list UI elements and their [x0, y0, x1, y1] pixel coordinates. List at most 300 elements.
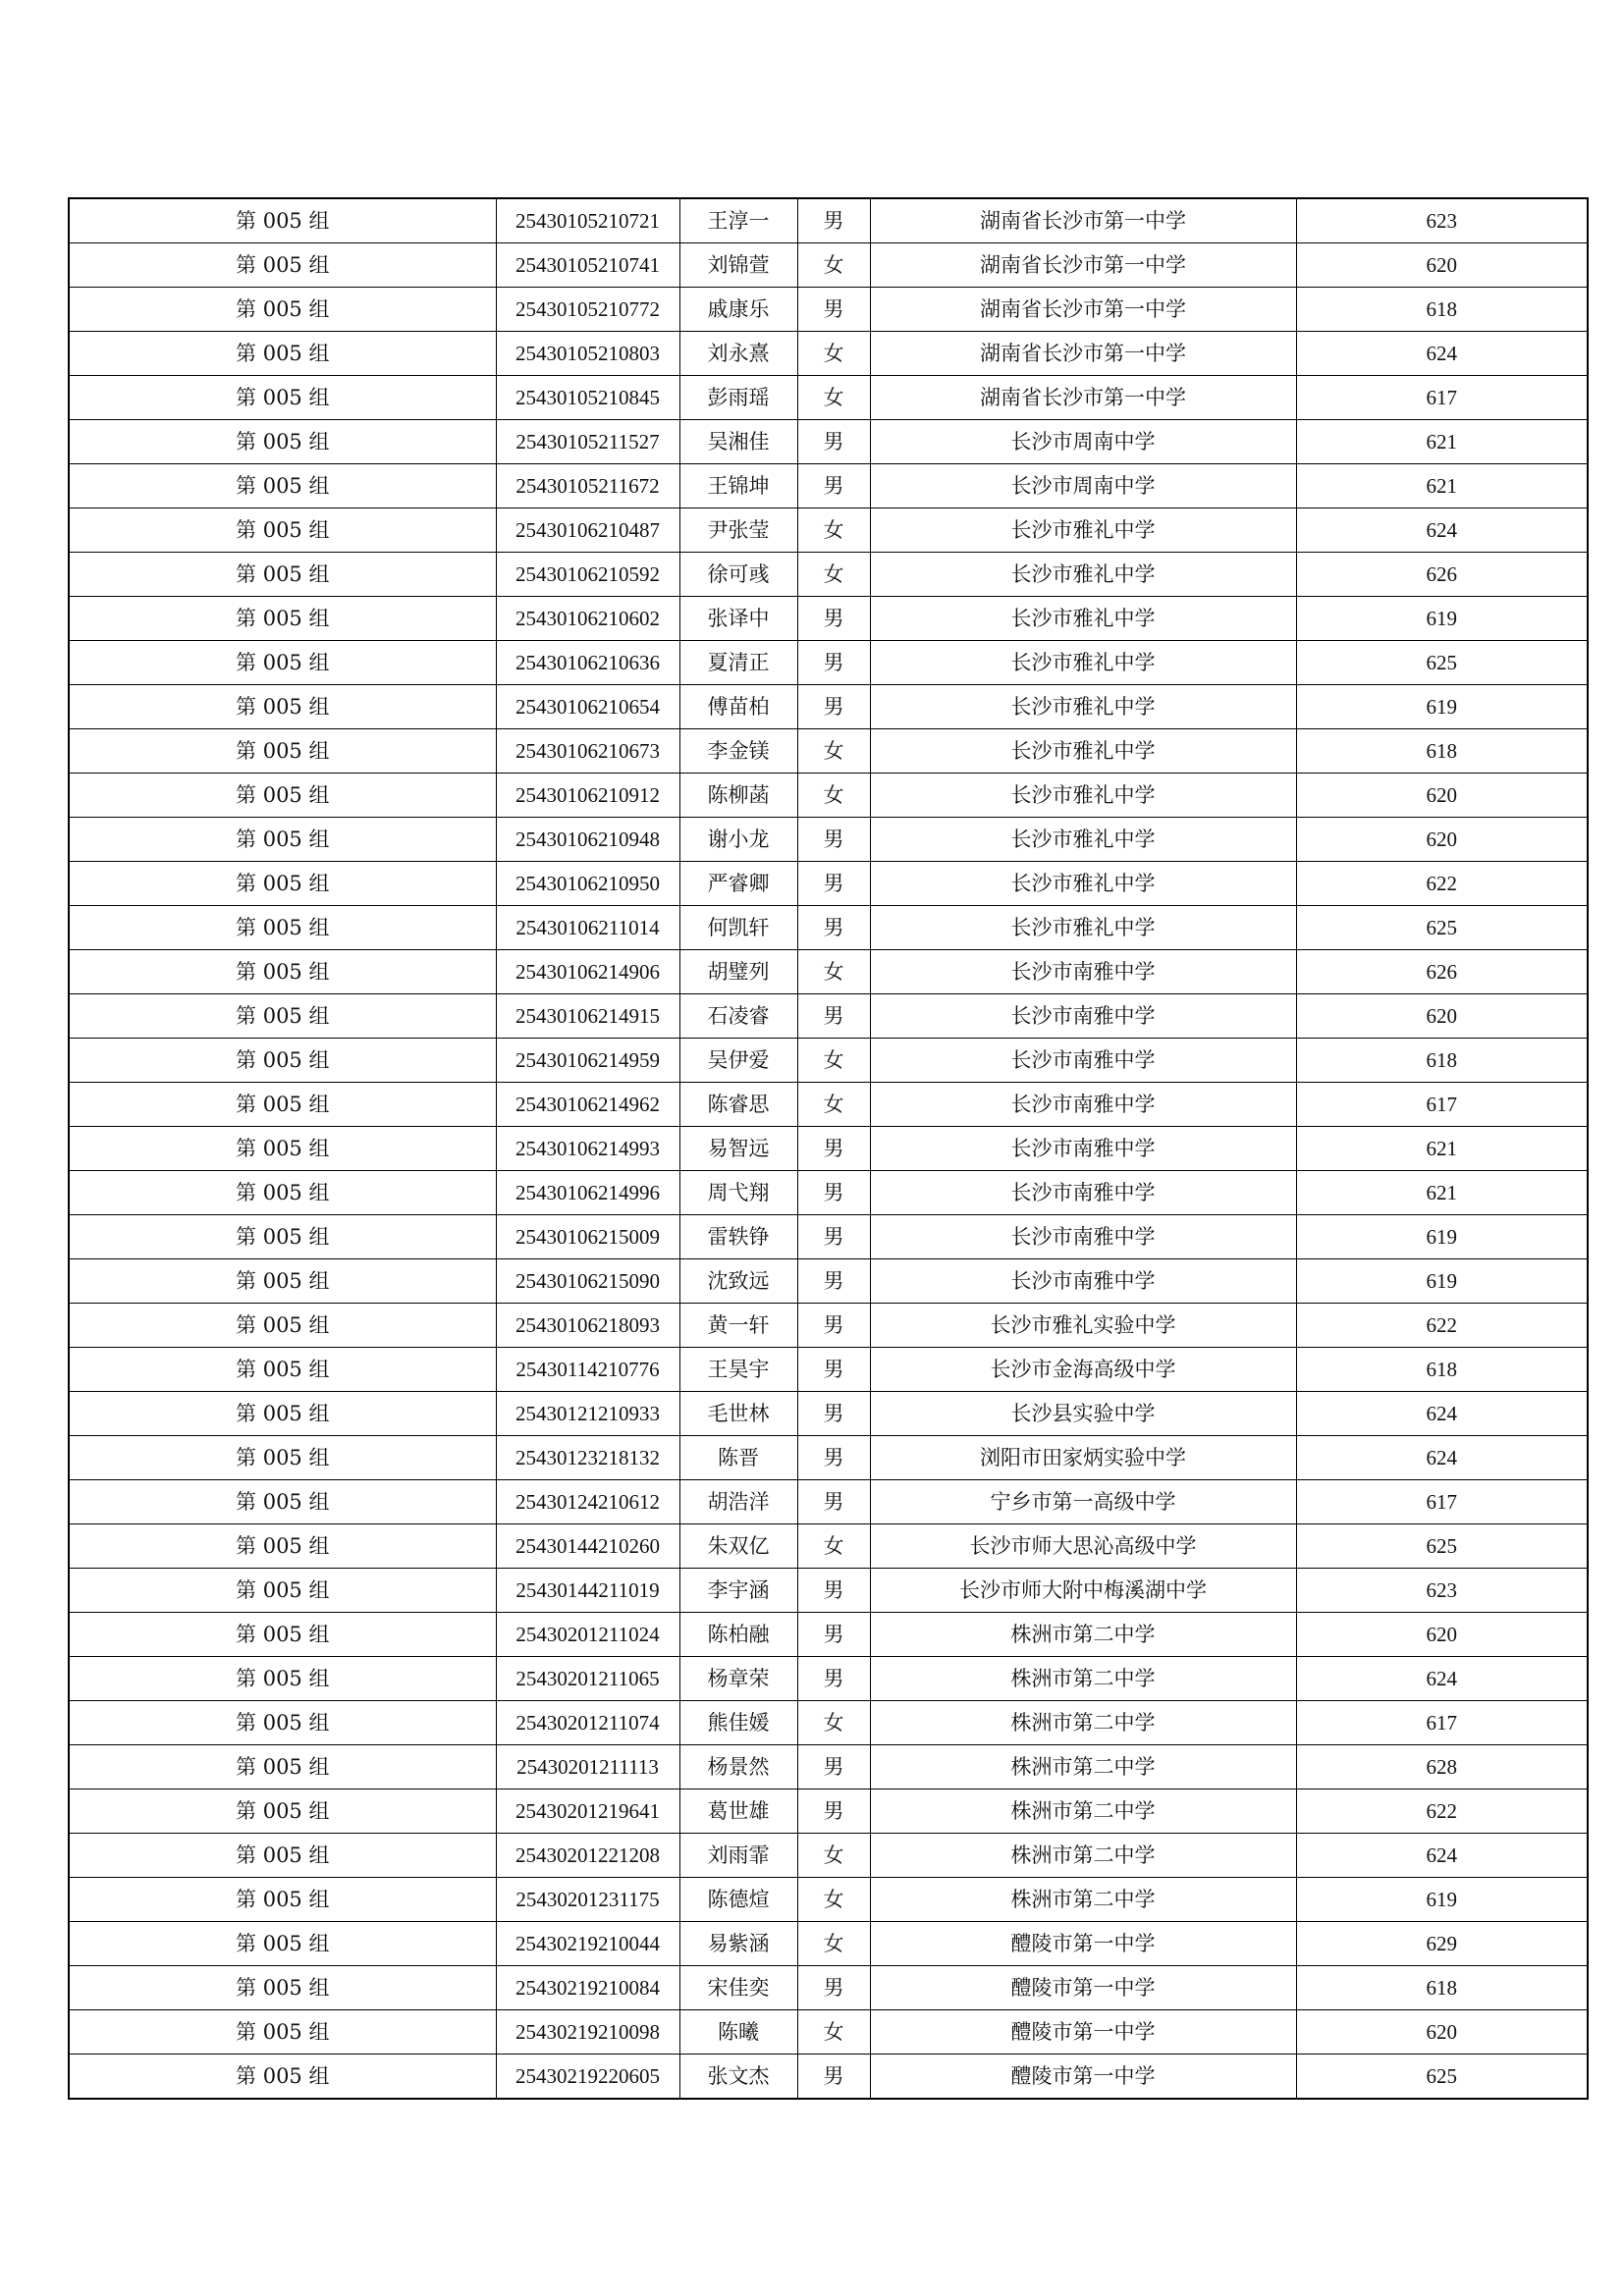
score-cell: 623: [1296, 1569, 1588, 1613]
candidate-id-cell: 25430106214962: [496, 1083, 679, 1127]
group-cell: 第 005 组: [69, 332, 496, 376]
student-name-cell: 刘锦萱: [679, 243, 797, 288]
candidate-id-cell: 25430106210912: [496, 774, 679, 818]
group-cell: 第 005 组: [69, 729, 496, 774]
gender-cell: 男: [797, 818, 870, 862]
student-name-cell: 傅苗柏: [679, 685, 797, 729]
school-cell: 长沙市南雅中学: [870, 1127, 1296, 1171]
student-name-cell: 张译中: [679, 597, 797, 641]
group-cell: 第 005 组: [69, 1039, 496, 1083]
school-cell: 长沙市南雅中学: [870, 1215, 1296, 1259]
group-cell: 第 005 组: [69, 376, 496, 420]
group-cell: 第 005 组: [69, 1922, 496, 1966]
student-name-cell: 杨景然: [679, 1745, 797, 1789]
table-row: [69, 1436, 1588, 1480]
score-cell: 618: [1296, 1966, 1588, 2010]
school-cell: 株洲市第二中学: [870, 1657, 1296, 1701]
table-row: [69, 508, 1588, 553]
student-name-cell: 陈晋: [679, 1436, 797, 1480]
score-cell: 625: [1296, 641, 1588, 685]
group-cell: 第 005 组: [69, 1745, 496, 1789]
school-cell: 长沙市南雅中学: [870, 1259, 1296, 1304]
table-row: [69, 685, 1588, 729]
school-cell: 湖南省长沙市第一中学: [870, 288, 1296, 332]
student-name-cell: 宋佳奕: [679, 1966, 797, 2010]
student-name-cell: 尹张莹: [679, 508, 797, 553]
gender-cell: 男: [797, 1569, 870, 1613]
student-name-cell: 王淳一: [679, 198, 797, 243]
student-name-cell: 易智远: [679, 1127, 797, 1171]
school-cell: 长沙市雅礼中学: [870, 906, 1296, 950]
table-row: [69, 1304, 1588, 1348]
school-cell: 长沙市南雅中学: [870, 1039, 1296, 1083]
school-cell: 湖南省长沙市第一中学: [870, 243, 1296, 288]
table-row: [69, 1613, 1588, 1657]
gender-cell: 女: [797, 1701, 870, 1745]
gender-cell: 男: [797, 597, 870, 641]
student-name-cell: 陈德煊: [679, 1878, 797, 1922]
group-cell: 第 005 组: [69, 1701, 496, 1745]
group-cell: 第 005 组: [69, 1304, 496, 1348]
candidate-id-cell: 25430114210776: [496, 1348, 679, 1392]
table-row: [69, 1480, 1588, 1524]
score-cell: 626: [1296, 950, 1588, 994]
score-cell: 618: [1296, 1348, 1588, 1392]
table-row: [69, 420, 1588, 464]
score-cell: 621: [1296, 464, 1588, 508]
gender-cell: 男: [797, 288, 870, 332]
student-name-cell: 沈致远: [679, 1259, 797, 1304]
score-cell: 618: [1296, 288, 1588, 332]
score-cell: 624: [1296, 332, 1588, 376]
score-cell: 617: [1296, 376, 1588, 420]
candidate-id-cell: 25430106210673: [496, 729, 679, 774]
group-cell: 第 005 组: [69, 1348, 496, 1392]
gender-cell: 男: [797, 1304, 870, 1348]
school-cell: 长沙市雅礼中学: [870, 553, 1296, 597]
candidate-id-cell: 25430219210044: [496, 1922, 679, 1966]
score-cell: 622: [1296, 862, 1588, 906]
candidate-id-cell: 25430123218132: [496, 1436, 679, 1480]
student-name-cell: 彭雨瑶: [679, 376, 797, 420]
table-row: [69, 1878, 1588, 1922]
school-cell: 株洲市第二中学: [870, 1878, 1296, 1922]
gender-cell: 女: [797, 553, 870, 597]
candidate-id-cell: 25430105211527: [496, 420, 679, 464]
gender-cell: 男: [797, 1259, 870, 1304]
score-cell: 622: [1296, 1789, 1588, 1834]
group-cell: 第 005 组: [69, 553, 496, 597]
group-cell: 第 005 组: [69, 1789, 496, 1834]
student-name-cell: 刘永熹: [679, 332, 797, 376]
table-row: [69, 1348, 1588, 1392]
gender-cell: 女: [797, 1834, 870, 1878]
student-name-cell: 胡浩洋: [679, 1480, 797, 1524]
student-name-cell: 朱双亿: [679, 1524, 797, 1569]
group-cell: 第 005 组: [69, 508, 496, 553]
candidate-id-cell: 25430106214996: [496, 1171, 679, 1215]
score-cell: 619: [1296, 1878, 1588, 1922]
score-cell: 621: [1296, 1171, 1588, 1215]
group-cell: 第 005 组: [69, 1171, 496, 1215]
candidate-id-cell: 25430106210654: [496, 685, 679, 729]
school-cell: 醴陵市第一中学: [870, 2055, 1296, 2100]
gender-cell: 男: [797, 2055, 870, 2100]
gender-cell: 女: [797, 1878, 870, 1922]
student-name-cell: 陈曦: [679, 2010, 797, 2055]
score-cell: 621: [1296, 420, 1588, 464]
table-row: [69, 1127, 1588, 1171]
table-row: [69, 1392, 1588, 1436]
gender-cell: 男: [797, 685, 870, 729]
score-cell: 620: [1296, 2010, 1588, 2055]
table-row: [69, 464, 1588, 508]
table-row: [69, 862, 1588, 906]
score-cell: 624: [1296, 1834, 1588, 1878]
student-name-cell: 张文杰: [679, 2055, 797, 2100]
group-cell: 第 005 组: [69, 906, 496, 950]
table-row: [69, 774, 1588, 818]
student-name-cell: 王昊宇: [679, 1348, 797, 1392]
group-cell: 第 005 组: [69, 1436, 496, 1480]
candidate-id-cell: 25430106210592: [496, 553, 679, 597]
school-cell: 长沙市师大附中梅溪湖中学: [870, 1569, 1296, 1613]
table-row: [69, 1215, 1588, 1259]
candidate-id-cell: 25430201231175: [496, 1878, 679, 1922]
gender-cell: 女: [797, 1039, 870, 1083]
group-cell: 第 005 组: [69, 597, 496, 641]
candidate-id-cell: 25430219220605: [496, 2055, 679, 2100]
group-cell: 第 005 组: [69, 1392, 496, 1436]
roster-table-body: [69, 198, 1588, 2099]
student-name-cell: 杨章荣: [679, 1657, 797, 1701]
score-cell: 620: [1296, 243, 1588, 288]
school-cell: 长沙市雅礼中学: [870, 597, 1296, 641]
group-cell: 第 005 组: [69, 1215, 496, 1259]
student-name-cell: 黄一轩: [679, 1304, 797, 1348]
gender-cell: 女: [797, 729, 870, 774]
group-cell: 第 005 组: [69, 1613, 496, 1657]
candidate-id-cell: 25430105210741: [496, 243, 679, 288]
score-cell: 618: [1296, 1039, 1588, 1083]
student-name-cell: 陈柏融: [679, 1613, 797, 1657]
score-cell: 620: [1296, 994, 1588, 1039]
student-name-cell: 陈睿思: [679, 1083, 797, 1127]
group-cell: 第 005 组: [69, 1259, 496, 1304]
candidate-id-cell: 25430201221208: [496, 1834, 679, 1878]
student-name-cell: 易紫涵: [679, 1922, 797, 1966]
score-cell: 619: [1296, 597, 1588, 641]
gender-cell: 女: [797, 2010, 870, 2055]
student-name-cell: 吴湘佳: [679, 420, 797, 464]
school-cell: 长沙市南雅中学: [870, 1171, 1296, 1215]
score-cell: 619: [1296, 685, 1588, 729]
candidate-id-cell: 25430121210933: [496, 1392, 679, 1436]
student-name-cell: 刘雨霏: [679, 1834, 797, 1878]
score-cell: 624: [1296, 1436, 1588, 1480]
school-cell: 长沙市雅礼中学: [870, 818, 1296, 862]
group-cell: 第 005 组: [69, 1083, 496, 1127]
table-row: [69, 2010, 1588, 2055]
gender-cell: 男: [797, 1657, 870, 1701]
school-cell: 湖南省长沙市第一中学: [870, 332, 1296, 376]
score-cell: 617: [1296, 1083, 1588, 1127]
school-cell: 株洲市第二中学: [870, 1745, 1296, 1789]
gender-cell: 男: [797, 1436, 870, 1480]
gender-cell: 女: [797, 332, 870, 376]
group-cell: 第 005 组: [69, 1657, 496, 1701]
candidate-id-cell: 25430106214906: [496, 950, 679, 994]
school-cell: 浏阳市田家炳实验中学: [870, 1436, 1296, 1480]
student-name-cell: 雷轶铮: [679, 1215, 797, 1259]
school-cell: 长沙市南雅中学: [870, 994, 1296, 1039]
candidate-id-cell: 25430201211024: [496, 1613, 679, 1657]
table-row: [69, 729, 1588, 774]
score-cell: 619: [1296, 1215, 1588, 1259]
school-cell: 醴陵市第一中学: [870, 1966, 1296, 2010]
school-cell: 湖南省长沙市第一中学: [870, 198, 1296, 243]
score-cell: 620: [1296, 818, 1588, 862]
gender-cell: 男: [797, 1480, 870, 1524]
table-row: [69, 1834, 1588, 1878]
score-cell: 617: [1296, 1701, 1588, 1745]
table-row: [69, 553, 1588, 597]
group-cell: 第 005 组: [69, 288, 496, 332]
candidate-id-cell: 25430105210845: [496, 376, 679, 420]
candidate-id-cell: 25430105211672: [496, 464, 679, 508]
gender-cell: 女: [797, 774, 870, 818]
group-cell: 第 005 组: [69, 774, 496, 818]
candidate-id-cell: 25430219210084: [496, 1966, 679, 2010]
student-name-cell: 葛世雄: [679, 1789, 797, 1834]
school-cell: 长沙县实验中学: [870, 1392, 1296, 1436]
gender-cell: 男: [797, 862, 870, 906]
candidate-id-cell: 25430201219641: [496, 1789, 679, 1834]
school-cell: 长沙市雅礼中学: [870, 729, 1296, 774]
school-cell: 株洲市第二中学: [870, 1789, 1296, 1834]
candidate-id-cell: 25430144210260: [496, 1524, 679, 1569]
group-cell: 第 005 组: [69, 2010, 496, 2055]
school-cell: 长沙市周南中学: [870, 420, 1296, 464]
table-row: [69, 1569, 1588, 1613]
student-name-cell: 石凌睿: [679, 994, 797, 1039]
school-cell: 长沙市雅礼中学: [870, 685, 1296, 729]
score-cell: 626: [1296, 553, 1588, 597]
table-row: [69, 906, 1588, 950]
score-cell: 629: [1296, 1922, 1588, 1966]
school-cell: 长沙市南雅中学: [870, 1083, 1296, 1127]
gender-cell: 男: [797, 1392, 870, 1436]
score-cell: 625: [1296, 906, 1588, 950]
candidate-id-cell: 25430106215009: [496, 1215, 679, 1259]
score-cell: 623: [1296, 198, 1588, 243]
gender-cell: 男: [797, 1789, 870, 1834]
score-cell: 624: [1296, 508, 1588, 553]
gender-cell: 女: [797, 1524, 870, 1569]
group-cell: 第 005 组: [69, 1569, 496, 1613]
group-cell: 第 005 组: [69, 2055, 496, 2100]
school-cell: 株洲市第二中学: [870, 1701, 1296, 1745]
candidate-id-cell: 25430106211014: [496, 906, 679, 950]
gender-cell: 男: [797, 420, 870, 464]
student-name-cell: 吴伊爱: [679, 1039, 797, 1083]
candidate-id-cell: 25430201211113: [496, 1745, 679, 1789]
group-cell: 第 005 组: [69, 685, 496, 729]
school-cell: 长沙市师大思沁高级中学: [870, 1524, 1296, 1569]
gender-cell: 女: [797, 1922, 870, 1966]
school-cell: 湖南省长沙市第一中学: [870, 376, 1296, 420]
school-cell: 长沙市雅礼中学: [870, 508, 1296, 553]
score-cell: 617: [1296, 1480, 1588, 1524]
gender-cell: 女: [797, 950, 870, 994]
gender-cell: 女: [797, 508, 870, 553]
gender-cell: 男: [797, 1745, 870, 1789]
group-cell: 第 005 组: [69, 1966, 496, 2010]
group-cell: 第 005 组: [69, 641, 496, 685]
student-name-cell: 熊佳媛: [679, 1701, 797, 1745]
table-row: [69, 243, 1588, 288]
school-cell: 株洲市第二中学: [870, 1613, 1296, 1657]
score-cell: 625: [1296, 2055, 1588, 2100]
table-row: [69, 1701, 1588, 1745]
school-cell: 宁乡市第一高级中学: [870, 1480, 1296, 1524]
school-cell: 长沙市雅礼中学: [870, 641, 1296, 685]
candidate-id-cell: 25430106214993: [496, 1127, 679, 1171]
gender-cell: 男: [797, 994, 870, 1039]
candidate-id-cell: 25430106210636: [496, 641, 679, 685]
gender-cell: 男: [797, 1613, 870, 1657]
candidate-id-cell: 25430144211019: [496, 1569, 679, 1613]
group-cell: 第 005 组: [69, 1878, 496, 1922]
student-name-cell: 王锦坤: [679, 464, 797, 508]
gender-cell: 男: [797, 1215, 870, 1259]
score-cell: 625: [1296, 1524, 1588, 1569]
table-row: [69, 376, 1588, 420]
group-cell: 第 005 组: [69, 464, 496, 508]
group-cell: 第 005 组: [69, 1127, 496, 1171]
candidate-id-cell: 25430106214959: [496, 1039, 679, 1083]
score-cell: 628: [1296, 1745, 1588, 1789]
table-row: [69, 288, 1588, 332]
table-row: [69, 332, 1588, 376]
student-name-cell: 夏清正: [679, 641, 797, 685]
table-row: [69, 1922, 1588, 1966]
candidate-id-cell: 25430124210612: [496, 1480, 679, 1524]
table-row: [69, 1789, 1588, 1834]
candidate-id-cell: 25430106210950: [496, 862, 679, 906]
table-row: [69, 994, 1588, 1039]
score-cell: 624: [1296, 1392, 1588, 1436]
candidate-id-cell: 25430201211065: [496, 1657, 679, 1701]
school-cell: 株洲市第二中学: [870, 1834, 1296, 1878]
candidate-id-cell: 25430201211074: [496, 1701, 679, 1745]
score-cell: 622: [1296, 1304, 1588, 1348]
score-cell: 619: [1296, 1259, 1588, 1304]
table-row: [69, 818, 1588, 862]
table-row: [69, 1657, 1588, 1701]
table-row: [69, 2055, 1588, 2100]
school-cell: 长沙市雅礼中学: [870, 862, 1296, 906]
school-cell: 醴陵市第一中学: [870, 2010, 1296, 2055]
gender-cell: 男: [797, 464, 870, 508]
school-cell: 长沙市南雅中学: [870, 950, 1296, 994]
school-cell: 长沙市周南中学: [870, 464, 1296, 508]
candidate-id-cell: 25430219210098: [496, 2010, 679, 2055]
candidate-id-cell: 25430106210948: [496, 818, 679, 862]
candidate-id-cell: 25430105210803: [496, 332, 679, 376]
roster-table: [68, 197, 1589, 2100]
table-row: [69, 1745, 1588, 1789]
group-cell: 第 005 组: [69, 420, 496, 464]
table-row: [69, 1966, 1588, 2010]
candidate-id-cell: 25430106214915: [496, 994, 679, 1039]
gender-cell: 男: [797, 1348, 870, 1392]
group-cell: 第 005 组: [69, 950, 496, 994]
student-name-cell: 严睿卿: [679, 862, 797, 906]
table-row: [69, 950, 1588, 994]
score-cell: 620: [1296, 1613, 1588, 1657]
group-cell: 第 005 组: [69, 1480, 496, 1524]
gender-cell: 男: [797, 1966, 870, 2010]
student-name-cell: 陈柳菡: [679, 774, 797, 818]
table-row: [69, 1083, 1588, 1127]
score-cell: 620: [1296, 774, 1588, 818]
gender-cell: 男: [797, 906, 870, 950]
table-row: [69, 1039, 1588, 1083]
group-cell: 第 005 组: [69, 862, 496, 906]
group-cell: 第 005 组: [69, 994, 496, 1039]
gender-cell: 男: [797, 1171, 870, 1215]
table-row: [69, 597, 1588, 641]
gender-cell: 女: [797, 1083, 870, 1127]
student-name-cell: 李金镁: [679, 729, 797, 774]
gender-cell: 男: [797, 641, 870, 685]
student-name-cell: 李宇涵: [679, 1569, 797, 1613]
gender-cell: 男: [797, 1127, 870, 1171]
school-cell: 醴陵市第一中学: [870, 1922, 1296, 1966]
group-cell: 第 005 组: [69, 1524, 496, 1569]
group-cell: 第 005 组: [69, 243, 496, 288]
student-name-cell: 徐可彧: [679, 553, 797, 597]
student-name-cell: 胡璧列: [679, 950, 797, 994]
group-cell: 第 005 组: [69, 198, 496, 243]
student-name-cell: 何凯轩: [679, 906, 797, 950]
group-cell: 第 005 组: [69, 1834, 496, 1878]
score-cell: 621: [1296, 1127, 1588, 1171]
candidate-id-cell: 25430106210487: [496, 508, 679, 553]
score-cell: 624: [1296, 1657, 1588, 1701]
gender-cell: 男: [797, 198, 870, 243]
candidate-id-cell: 25430106218093: [496, 1304, 679, 1348]
student-name-cell: 戚康乐: [679, 288, 797, 332]
table-row: [69, 1524, 1588, 1569]
group-cell: 第 005 组: [69, 818, 496, 862]
table-row: [69, 198, 1588, 243]
table-row: [69, 1171, 1588, 1215]
student-name-cell: 谢小龙: [679, 818, 797, 862]
table-row: [69, 1259, 1588, 1304]
gender-cell: 女: [797, 243, 870, 288]
candidate-id-cell: 25430106210602: [496, 597, 679, 641]
candidate-id-cell: 25430105210772: [496, 288, 679, 332]
candidate-id-cell: 25430105210721: [496, 198, 679, 243]
school-cell: 长沙市金海高级中学: [870, 1348, 1296, 1392]
candidate-id-cell: 25430106215090: [496, 1259, 679, 1304]
student-name-cell: 毛世林: [679, 1392, 797, 1436]
school-cell: 长沙市雅礼实验中学: [870, 1304, 1296, 1348]
gender-cell: 女: [797, 376, 870, 420]
table-row: [69, 641, 1588, 685]
